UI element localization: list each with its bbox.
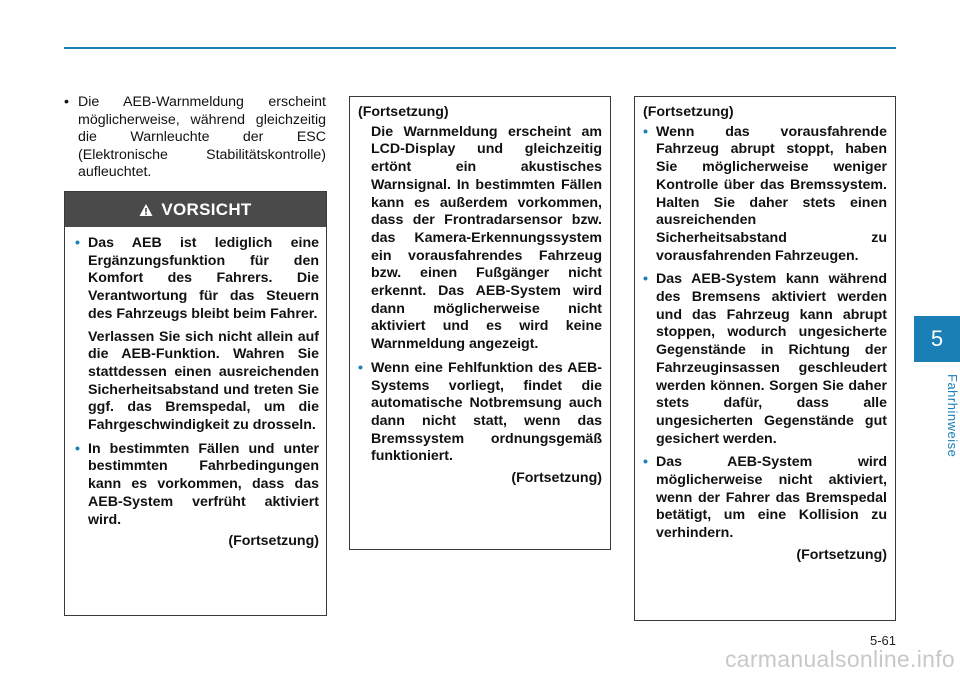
continued-box-2 xyxy=(349,96,611,550)
col3-continued-bottom: (Fortsetzung) xyxy=(796,546,887,563)
col3-bullet-3: • Das AEB-System wird möglicherweise nicht aktiviert, wenn der Fahrer das Bremspedal betätigt, um eine Kollision zu verhindern. xyxy=(643,454,887,543)
warning-triangle-icon xyxy=(139,203,153,217)
caution-bullet-2: • In bestimmten Fällen und unter bestimmten Fahrbedingungen kann es vorkommen, dass das AEB-System verfrüht aktiviert wird. xyxy=(75,441,319,530)
caution-box xyxy=(64,191,327,616)
col2-bullet: • Wenn eine Fehlfunktion des AEB-Systems vorliegt, findet die automatische Notbremsung auch dann nicht statt, wenn das Bremssystem ordnungsgemäß funktioniert. xyxy=(358,360,602,466)
caution-bullet-1-para: Verlassen Sie sich nicht allein auf die AEB-Funktion. Wahren Sie stattdessen einen ausreichenden Sicherheitsabstand und treten Sie ggf. das Bremspedal, um die Fahrgeschwindigkeit zu drosseln. xyxy=(88,328,319,434)
chapter-label: Fahrhinweise xyxy=(945,374,960,458)
continued-box-3 xyxy=(634,96,896,621)
col3-bullet-1: • Wenn das vorausfahrende Fahrzeug abrupt stoppt, haben Sie möglicherweise weniger Kontrolle über das Bremssystem. Halten Sie daher stets einen ausreichenden Sicherheitsabstand zu vorausfahrenden Fahrzeugen. xyxy=(643,124,887,266)
col3-continued-top: (Fortsetzung) xyxy=(643,104,734,120)
caution-title: VORSICHT xyxy=(161,199,252,219)
intro-bullet: • Die AEB-Warnmeldung erscheint möglicherweise, während gleichzeitig die Warnleuchte der ESC (Elektronische Stabilitätskontrolle) aufleuchtet. xyxy=(64,94,326,182)
intro-text xyxy=(64,94,326,182)
chapter-number: 5 xyxy=(930,326,944,351)
caution-bullet-1: • Das AEB ist lediglich eine Ergänzungsfunktion für den Komfort des Fahrers. Die Verantwortung für das Steuern des Fahrzeugs bleibt beim Fahrer. xyxy=(75,235,319,324)
page-number: 5-61 xyxy=(869,633,896,648)
col2-paragraph: Die Warnmeldung erscheint am LCD-Display und gleichzeitig ertönt ein akustisches Warnsignal. In bestimmten Fällen kann es außerdem vorkommen, dass der Frontradarsensor bzw. das Kamera-Erkennungssystem ein vorausfahrendes Fahrzeug bzw. einen Fußgänger nicht erkennt. Das AEB-System wird dann möglicherweise nicht aktiviert und es wird keine Warnmeldung angezeigt. xyxy=(371,123,602,353)
watermark: carmanualsonline.info xyxy=(724,646,955,672)
caution-header xyxy=(65,192,326,227)
chapter-tab xyxy=(914,316,960,362)
col2-continued-top: (Fortsetzung) xyxy=(358,104,449,120)
col2-continued-bottom: (Fortsetzung) xyxy=(511,470,602,487)
caution-continued: (Fortsetzung) xyxy=(228,533,319,550)
top-rule xyxy=(64,47,896,49)
col3-bullet-2: • Das AEB-System kann während des Bremsens aktiviert werden und das Fahrzeug kann abrupt stoppen, wodurch ungesicherte Gegenstände in Richtung der Fahrzeuginsassen geschleudert werden können. Sorgen Sie daher stets dafür, dass alle ungesicherten Gegenstände gut gesichert werden. xyxy=(643,271,887,448)
